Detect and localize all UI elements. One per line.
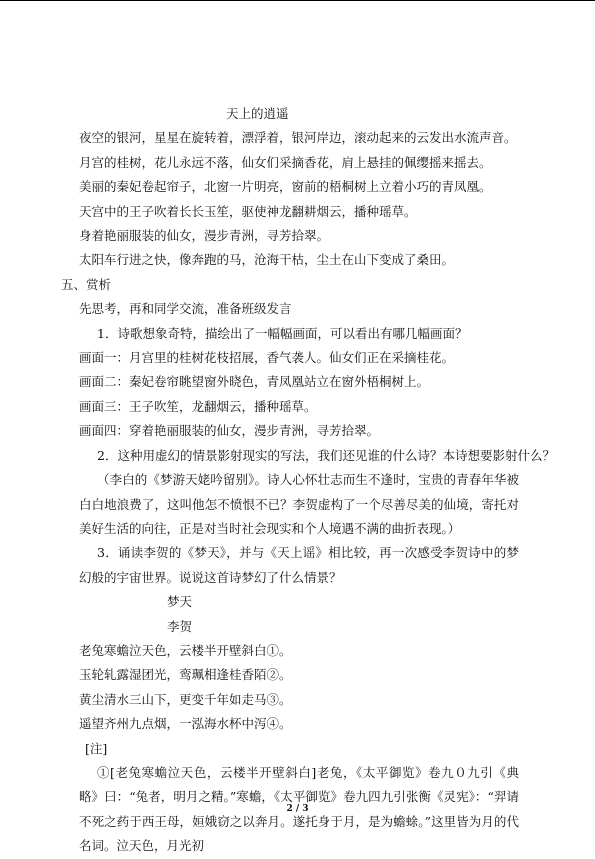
- poem-title: 天上的逍遥: [226, 106, 289, 121]
- notes-text: ①[老兔寒蟾泣天色，云楼半开壁斜白]老兔，《太平御览》卷九０九引《典略》曰：“兔者，明月之精。”寒蟾，《太平御览》卷九四九引张衡《灵宪》：“羿请不死之药于西王母，姮娥窃之以奔月。遂托身于月，是为蟾蜍。”这里皆为月的代名词。泣天色，月光初: [79, 764, 519, 854]
- poem2-title: 梦天: [167, 594, 193, 610]
- picture-item: 画面一：月宫里的桂树花枝招展，香气袭人。仙女们正在采摘桂花。: [79, 350, 455, 366]
- question-2: 2．这种用虚幻的情景影射现实的写法，我们还见谁的什么诗？本诗想要影射什么？: [97, 447, 555, 463]
- poem-line: 美丽的秦妃卷起帘子，北窗一片明亮，窗前的梧桐树上立着小巧的青凤凰。: [79, 179, 492, 195]
- poem2-line: 玉轮轧露湿团光，鸾珮相逢桂香陌②。: [79, 667, 292, 683]
- section-heading: 五、赏析: [61, 276, 112, 292]
- poem-line: 天宫中的王子吹着长长玉笙，驱使神龙翻耕烟云，播种瑶草。: [79, 203, 417, 219]
- poem-line: 月宫的桂树，花儿永远不落，仙女们采摘香花，肩上悬挂的佩缨摇来摇去。: [79, 154, 492, 170]
- page-content: [61, 102, 555, 859]
- notes-heading: [注]: [85, 740, 108, 756]
- poem-line: 太阳车行进之快，像奔跑的马，沧海干枯，尘土在山下变成了桑田。: [79, 252, 455, 268]
- poem-line: 身着艳丽服装的仙女，漫步青洲，寻芳拾翠。: [79, 228, 330, 244]
- answer-2: （李白的《梦游天姥吟留别》。诗人心怀壮志而生不逢时，宝贵的青春年华被白白地浪费了，这叫他怎不愤恨不已？李贺虚构了一个尽善尽美的仙境，寄托对美好生活的向往，正是对当时社会现实和个人境遇不满的曲折表现。）: [79, 472, 519, 536]
- page-number: 2 / 3: [286, 804, 309, 814]
- poem2-line: 老兔寒蟾泣天色，云楼半开壁斜白①。: [79, 642, 292, 658]
- picture-item: 画面四：穿着艳丽服装的仙女，漫步青洲，寻芳拾翠。: [79, 423, 380, 439]
- picture-item: 画面三：王子吹笙，龙翻烟云，播种瑶草。: [79, 398, 317, 414]
- poem-line: 夜空的银河，星星在旋转着，漂浮着，银河岸边，滚动起来的云发出水流声音。: [79, 130, 517, 146]
- section-intro: 先思考，再和同学交流，准备班级发言: [79, 301, 292, 317]
- picture-item: 画面二：秦妃卷帘眺望窗外晓色，青凤凰站立在窗外梧桐树上。: [79, 374, 430, 390]
- poem2-author: 李贺: [167, 618, 193, 634]
- poem2-line: 遥望齐州九点烟，一泓海水杯中泻④。: [79, 716, 292, 732]
- question-3: 3．诵读李贺的《梦天》，并与《天上谣》相比较，再一次感受李贺诗中的梦幻般的宇宙世界。说说这首诗梦幻了什么情景？: [79, 545, 519, 585]
- top-rule: [0, 0, 595, 1]
- poem2-line: 黄尘清水三山下，更变千年如走马③。: [79, 691, 292, 707]
- question-1: 1．诗歌想象奇特，描绘出了一幅幅画面，可以看出有哪几幅画面？: [97, 325, 468, 341]
